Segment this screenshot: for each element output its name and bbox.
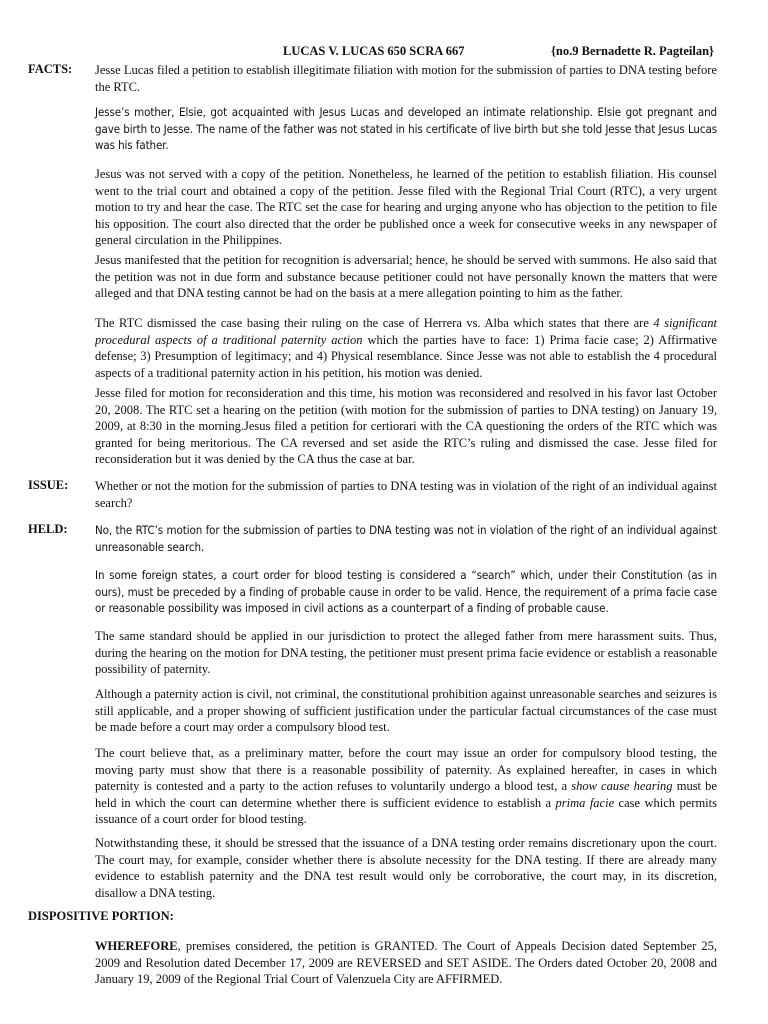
facts-paragraph-2: Jesse’s mother, Elsie, got acquainted with Jesus Lucas and developed an intimate relationship. Elsie got pregnant and gave birth to Jesse. The name of the father was not stated in his certificate of live birth but she told Jesse that Jesus Lucas was his father.: [95, 105, 717, 152]
facts-paragraph-4: Jesus manifested that the petition for recognition is adversarial; hence, he should be served with summons. He also said that the petition was not in due form and substance because petitioner could not have personally known the matters that were alleged and that DNA testing cannot be had on the basis at a mere allegation pointing to him as the father.: [95, 253, 717, 300]
facts-p5-text-b: which the parties have to face: 1) Prima facie case; 2) Affirmative defense; 3) Presumption of legitimacy; and 4) Physical resemblance. Since Jesse was not able to establish the 4 procedural aspects of a traditional paternity action in his petition, his motion was denied.: [95, 332, 717, 380]
issue-paragraph: Whether or not the motion for the submission of parties to DNA testing was in violation of the right of an individual against search?: [95, 479, 717, 510]
held-paragraph-4: Although a paternity action is civil, not criminal, the constitutional prohibition against unreasonable searches and seizures is still applicable, and a proper showing of sufficient justification under the particular factual circumstances of the case must be made before a court may order a compulsory blood test.: [95, 687, 717, 734]
facts-p5-text-a: The RTC dismissed the case basing their ruling on the case of Herrera vs. Alba which states that there are: [95, 316, 654, 330]
held-paragraph-2: In some foreign states, a court order for blood testing is considered a “search” which, under their Constitution (as in ours), must be preceded by a finding of probable cause in order to be valid. Hence, the requirement of a prima facie case or reasonable possibility was imposed in civil actions as a counterpart of a finding of probable cause.: [95, 568, 717, 615]
facts-paragraph-1: Jesse Lucas filed a petition to establish illegitimate filiation with motion for the submission of parties to DNA testing before the RTC.: [95, 63, 717, 94]
facts-paragraph-6: Jesse filed for motion for reconsideration and this time, his motion was reconsidered and resolved in his favor last October 20, 2008. The RTC set a hearing on the petition (with motion for the submission of parties to DNA testing) on January 19, 2009, at 8:30 in the morning.Jesus filed a petition for certiorari with the CA questioning the orders of the RTC which was granted for being meritorious. The CA reversed and set aside the RTC’s ruling and dismissed the case. Jesse filed for reconsideration but it was denied by the CA thus the case at bar.: [95, 386, 717, 466]
held-p5-italic-1: show cause hearing: [571, 779, 673, 793]
held-p5-italic-2: prima facie: [555, 795, 615, 810]
facts-paragraph-5: [95, 315, 717, 381]
held-p5-text-c: case which permits issuance of a court order for blood testing.: [95, 795, 717, 826]
held-paragraph-6: Notwithstanding these, it should be stressed that the issuance of a DNA testing order remains discretionary upon the court. The court may, for example, consider whether there is absolute necessity for the DNA testing. If there are already many evidence to establish paternity and the DNA test result would only be corroborative, the court may, in its discretion, disallow a DNA testing.: [95, 836, 717, 900]
dispositive-text: , premises considered, the petition is GRANTED. The Court of Appeals Decision dated September 25, 2009 and Resolution dated December 17, 2009 are REVERSED and SET ASIDE. The Orders dated October 20, 2008 and January 19, 2009 of the Regional Trial Court of Valenzuela City are AFFIRMED.: [95, 939, 717, 986]
wherefore-lead: WHEREFORE: [95, 939, 178, 953]
facts-paragraph-3: Jesus was not served with a copy of the petition. Nonetheless, he learned of the petition to establish filiation. His counsel went to the trial court and obtained a copy of the petition. Jesse filed with the Regional Trial Court (RTC), a very urgent motion to try and hear the case. The RTC set the case for hearing and urging anyone who has objection to the petition to file his opposition. The court also directed that the order be published once a week for consecutive weeks in any newspaper of general circulation in the Philippines.: [95, 167, 717, 247]
held-p5-text-a: The court believe that, as a preliminary matter, before the court may issue an order for compulsory blood testing, the moving party must show that there is a reasonable possibility of paternity. As explained hereafter, in cases in which paternity is contested and a party to the action refuses to voluntarily undergo a blood test, a: [95, 746, 717, 793]
facts-label: FACTS:: [28, 62, 73, 76]
held-paragraph-1: No, the RTC’s motion for the submission of parties to DNA testing was not in violation of the right of an individual against unreasonable search.: [95, 523, 717, 554]
held-paragraph-5: [95, 745, 717, 828]
issue-label: ISSUE:: [28, 478, 69, 492]
case-title: LUCAS V. LUCAS 650 SCRA 667: [283, 44, 465, 58]
case-header: [0, 44, 768, 60]
facts-p5-italic: 4 significant procedural aspects of a traditional paternity action: [95, 316, 717, 347]
held-label: HELD:: [28, 522, 68, 536]
dispositive-label: DISPOSITIVE PORTION:: [28, 909, 174, 923]
held-paragraph-3: The same standard should be applied in our jurisdiction to protect the alleged father from mere harassment suits. Thus, during the hearing on the motion for DNA testing, the petitioner must present prima facie evidence or establish a reasonable possibility of paternity.: [95, 629, 717, 676]
held-p5-text-b: must be held in which the court can determine whether there is sufficient evidence to establish a: [95, 779, 717, 810]
dispositive-paragraph: [95, 938, 717, 988]
digest-author-tag: {no.9 Bernadette R. Pagteilan}: [551, 44, 714, 58]
